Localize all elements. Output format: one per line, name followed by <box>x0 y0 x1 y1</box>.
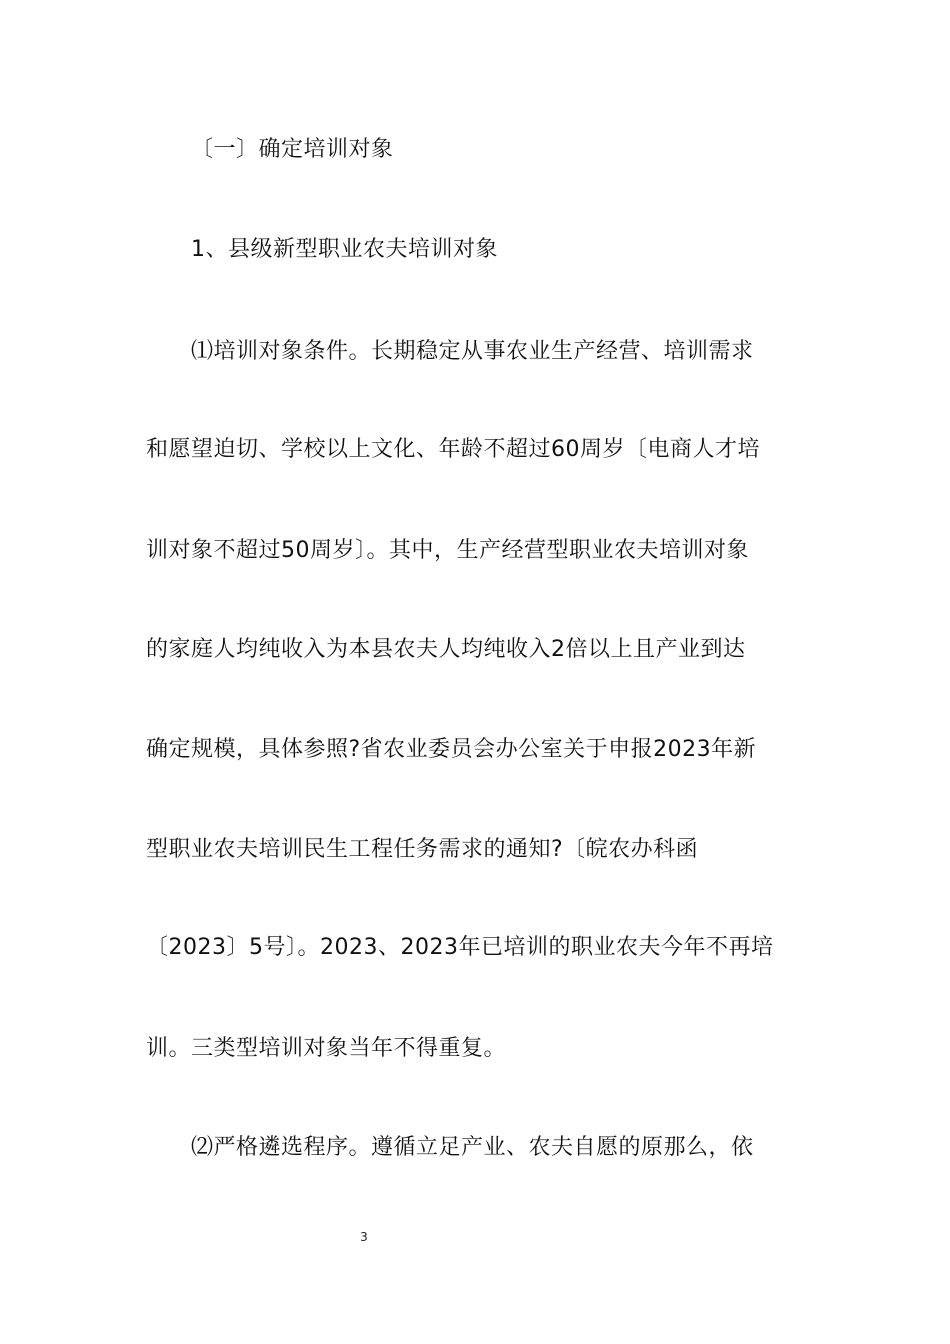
paragraph-1-line-2: 和愿望迫切、学校以上文化、年龄不超过60周岁〔电商人才培 <box>146 437 760 462</box>
paragraph-1-line-7: 〔2023〕5号〕。2023、2023年已培训的职业农夫今年不再培 <box>146 935 774 960</box>
paragraph-1-line-5: 确定规模，具体参照?省农业委员会办公室关于申报2023年新 <box>146 737 757 762</box>
paragraph-2-line-1: ⑵严格遴选程序。遵循立足产业、农夫自愿的原那么，依 <box>191 1135 754 1160</box>
section-heading: 〔一〕确定培训对象 <box>191 137 394 162</box>
paragraph-1-line-3: 训对象不超过50周岁〕。其中，生产经营型职业农夫培训对象 <box>146 538 749 563</box>
subsection-heading: 1、县级新型职业农夫培训对象 <box>191 237 498 262</box>
page-number: 3 <box>360 1230 368 1244</box>
paragraph-1-line-1: ⑴培训对象条件。长期稳定从事农业生产经营、培训需求 <box>191 339 754 364</box>
paragraph-1-line-6: 型职业农夫培训民生工程任务需求的通知?〔皖农办科函 <box>146 837 699 862</box>
paragraph-1-line-8: 训。三类型培训对象当年不得重复。 <box>146 1036 507 1061</box>
paragraph-1-line-4: 的家庭人均纯收入为本县农夫人均纯收入2倍以上且产业到达 <box>146 637 746 662</box>
